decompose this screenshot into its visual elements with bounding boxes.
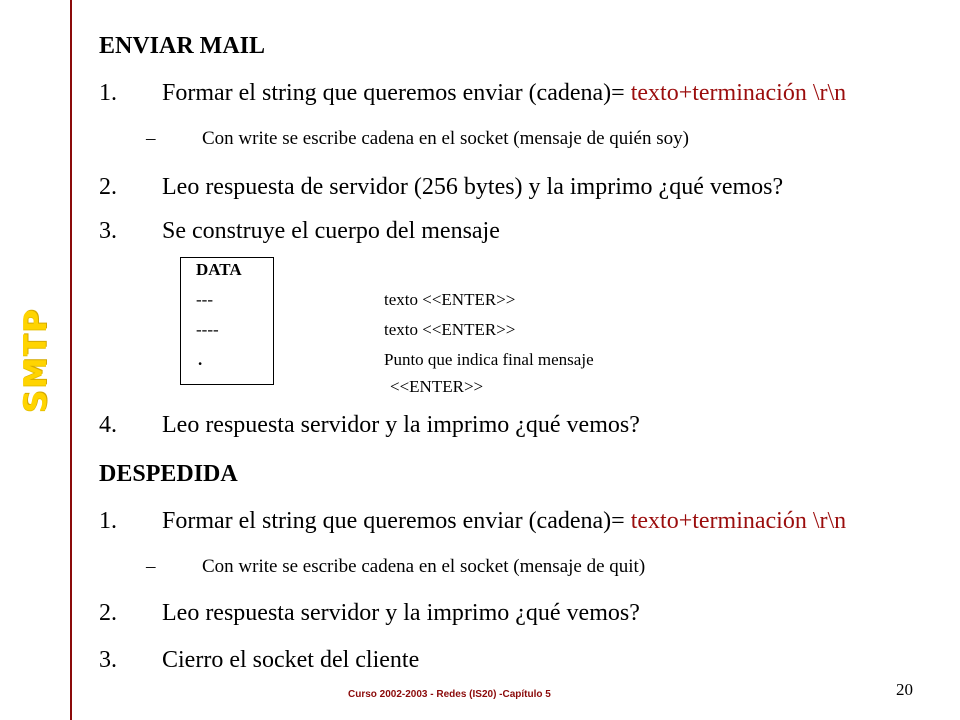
sub-dash: – [146, 128, 156, 149]
list-item-despedida-2: Leo respuesta servidor y la imprimo ¿qué vemos? [162, 600, 640, 626]
list-item-enviar-1: Formar el string que queremos enviar (cadena)= texto+terminación \r\n [162, 80, 847, 106]
footer-text: Curso 2002-2003 - Redes (IS20) -Capítulo 5 [348, 689, 551, 700]
body-line-right: texto <<ENTER>> [384, 290, 516, 309]
enter-marker: <<ENTER>> [390, 377, 484, 396]
section-heading-enviar: ENVIAR MAIL [99, 33, 266, 59]
body-line-right: texto <<ENTER>> [384, 320, 516, 339]
sub-item-despedida-1: Con write se escribe cadena en el socket (mensaje de quit) [202, 556, 646, 577]
item-number: 2. [99, 174, 117, 200]
body-line-left: --- [196, 290, 213, 309]
section-heading-despedida: DESPEDIDA [99, 461, 238, 487]
item-number: 1. [99, 508, 117, 534]
item-number: 3. [99, 647, 117, 673]
list-item-despedida-1: Formar el string que queremos enviar (cadena)= texto+terminación \r\n [162, 508, 847, 534]
sub-dash: – [146, 556, 156, 577]
body-line-left: ---- [196, 320, 219, 339]
list-item-despedida-3: Cierro el socket del cliente [162, 647, 420, 673]
sub-item-enviar-1: Con write se escribe cadena en el socket (mensaje de quién soy) [202, 128, 689, 149]
vertical-rule [70, 0, 72, 720]
item-number: 1. [99, 80, 117, 106]
data-label: DATA [196, 260, 242, 279]
item-number: 3. [99, 218, 117, 244]
highlight-text: texto+terminación \r\n [630, 508, 847, 534]
list-item-enviar-2: Leo respuesta de servidor (256 bytes) y la imprimo ¿qué vemos? [162, 174, 784, 200]
item-number: 2. [99, 600, 117, 626]
item-number: 4. [99, 412, 117, 438]
list-item-enviar-4: Leo respuesta servidor y la imprimo ¿qué vemos? [162, 412, 640, 438]
body-line-right: Punto que indica final mensaje [384, 350, 594, 369]
highlight-text: texto+terminación \r\n [630, 80, 847, 106]
page-number: 20 [896, 680, 913, 699]
list-item-enviar-3: Se construye el cuerpo del mensaje [162, 218, 500, 244]
body-line-left: . [198, 350, 203, 369]
